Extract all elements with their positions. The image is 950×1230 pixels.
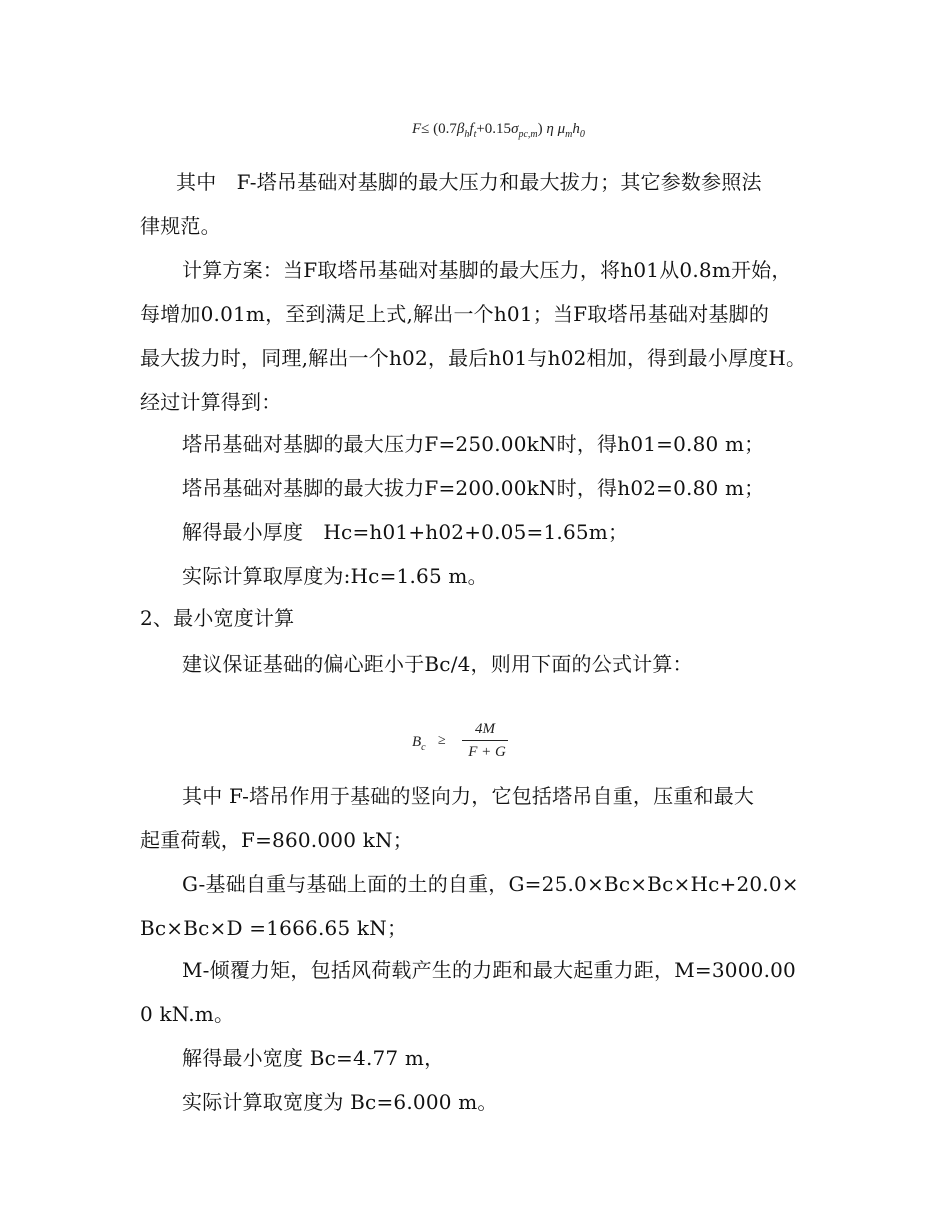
formula-numerator: 4M (475, 721, 495, 737)
formula-text: ≤ (0.7 (421, 121, 457, 137)
formula-text: +0.15 (476, 121, 512, 137)
formula-relation: ≥ (438, 733, 446, 748)
paragraph-line: M-倾覆力矩，包括风荷载产生的力距和最大起重力距，M=3000.00 (182, 958, 796, 982)
result-line: 解得最小宽度 Bc=4.77 m， (182, 1046, 445, 1070)
result-line: 实际计算取厚度为:Hc=1.65 m。 (182, 564, 488, 588)
section-heading: 2、最小宽度计算 (140, 606, 295, 630)
paragraph-line: 其中 F-塔吊基础对基脚的最大压力和最大拔力；其它参数参照法 (176, 170, 762, 194)
formula-symbol: η (542, 121, 558, 137)
paragraph-line: 其中 F-塔吊作用于基础的竖向力，它包括塔吊自重，压重和最大 (182, 784, 755, 808)
formula-subscript: 0 (579, 129, 585, 140)
punching-shear-formula (412, 121, 585, 140)
result-line: 塔吊基础对基脚的最大压力F=250.00kN时，得h01=0.80 m； (182, 432, 765, 456)
paragraph-line: 最大拔力时，同理,解出一个h02，最后h01与h02相加，得到最小厚度H。 (140, 346, 807, 370)
formula-lhs (412, 734, 426, 753)
paragraph-line: 起重荷载，F=860.000 kN； (140, 828, 413, 852)
min-width-formula (412, 712, 522, 772)
paragraph-line: 建议保证基础的偏心距小于Bc/4，则用下面的公式计算： (182, 652, 693, 676)
formula-symbol: σ (511, 121, 519, 137)
formula-subscript: t (473, 129, 477, 140)
result-line: 实际计算取宽度为 Bc=6.000 m。 (182, 1090, 498, 1114)
formula-text: ) (537, 121, 543, 137)
fraction-bar (462, 740, 508, 741)
paragraph-line: 经过计算得到： (140, 390, 282, 414)
formula-subscript: m (565, 129, 573, 140)
formula-subscript: h (464, 129, 470, 140)
paragraph-line: Bc×Bc×D =1666.65 kN； (140, 916, 408, 940)
paragraph-line: 0 kN.m。 (140, 1002, 235, 1026)
formula-symbol: F (412, 121, 422, 137)
formula-subscript: pc,m (518, 129, 538, 140)
paragraph-line: 每增加0.01m，至到满足上式,解出一个h01；当F取塔吊基础对基脚的 (140, 302, 770, 326)
formula-subscript: c (421, 742, 426, 753)
formula-symbol: h (572, 121, 580, 137)
formula-symbol: β (456, 121, 465, 137)
formula-symbol: B (412, 734, 422, 750)
formula-denominator: F + G (468, 744, 506, 760)
result-line: 解得最小厚度 Hc=h01+h02+0.05=1.65m； (182, 520, 629, 544)
formula-symbol: f (469, 121, 474, 137)
paragraph-line: 计算方案：当F取塔吊基础对基脚的最大压力，将h01从0.8m开始， (182, 258, 792, 282)
paragraph-line: G-基础自重与基础上面的土的自重，G=25.0×Bc×Bc×Hc+20.0× (182, 872, 799, 896)
paragraph-line: 律规范。 (140, 214, 221, 238)
result-line: 塔吊基础对基脚的最大拔力F=200.00kN时，得h02=0.80 m； (182, 476, 765, 500)
formula-symbol: μ (557, 121, 566, 137)
